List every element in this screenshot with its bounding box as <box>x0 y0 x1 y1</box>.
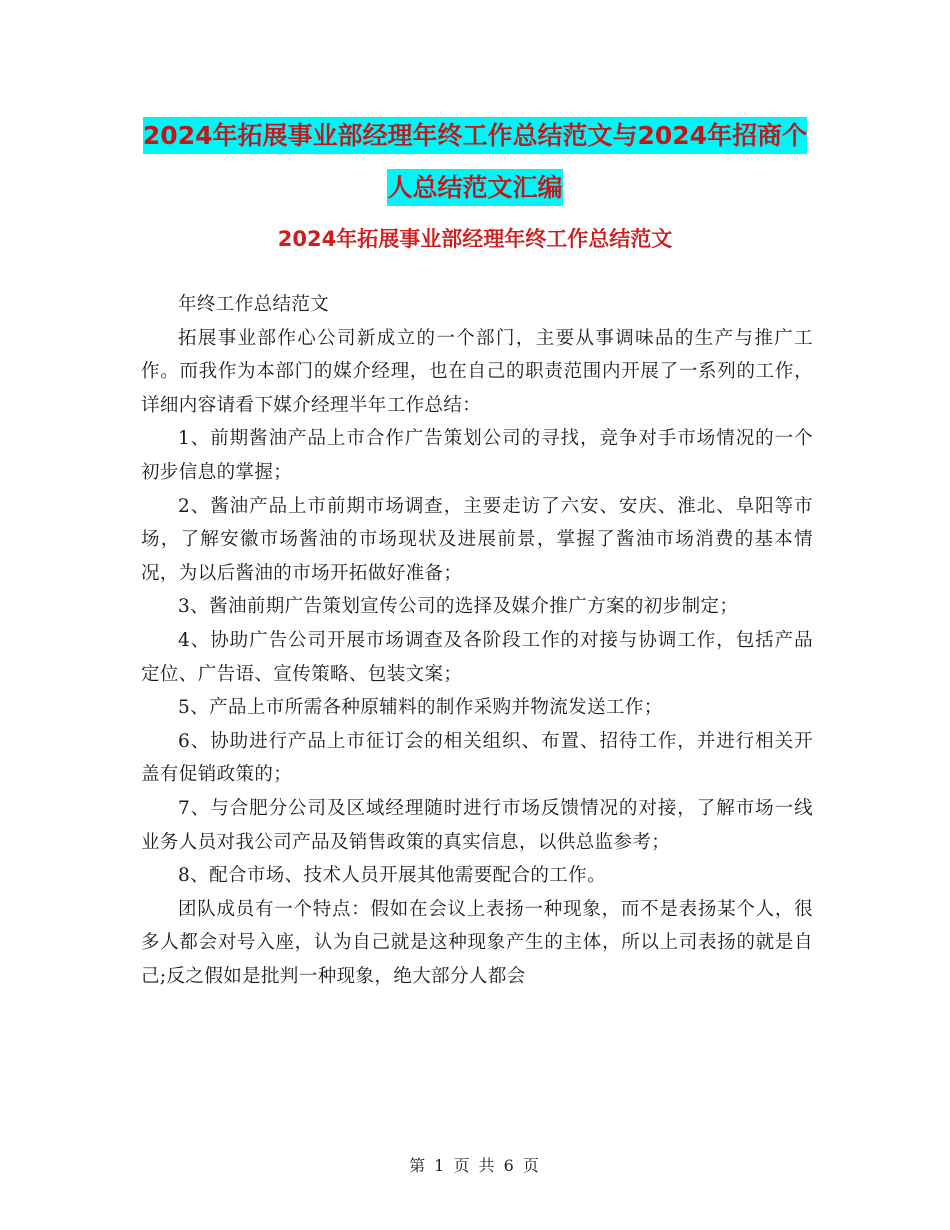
paragraph: 7、与合肥分公司及区域经理随时进行市场反馈情况的对接，了解市场一线业务人员对我公司产品及销售政策的真实信息，以供总监参考； <box>141 797 813 853</box>
document-title <box>140 110 810 214</box>
paragraph: 1、前期酱油产品上市合作广告策划公司的寻找，竞争对手市场情况的一个初步信息的掌握； <box>141 428 813 483</box>
paragraph: 拓展事业部作心公司新成立的一个部门，主要从事调味品的生产与推广工作。而我作为本部门的媒介经理，也在自己的职责范围内开展了一系列的工作，详细内容请看下媒介经理半年工作总结： <box>141 327 813 416</box>
paragraph: 6、协助进行产品上市征订会的相关组织、布置、招待工作，并进行相关开盖有促销政策的； <box>141 730 813 786</box>
document-body <box>141 288 813 993</box>
document-title-highlight: 2024年拓展事业部经理年终工作总结范文与2024年招商个人总结范文汇编 <box>143 117 807 206</box>
paragraph: 团队成员有一个特点：假如在会议上表扬一种现象，而不是表扬某个人，很多人都会对号入座，认为自己就是这种现象产生的主体，所以上司表扬的就是自己;反之假如是批判一种现象，绝大部分人都会 <box>141 898 813 987</box>
section-title: 2024年拓展事业部经理年终工作总结范文 <box>277 227 673 251</box>
page-footer: 第 1 页 共 6 页 <box>409 1156 541 1175</box>
paragraph: 5、产品上市所需各种原辅料的制作采购并物流发送工作； <box>178 697 663 719</box>
paragraph: 8、配合市场、技术人员开展其他需要配合的工作。 <box>178 865 606 887</box>
paragraph: 3、酱油前期广告策划宣传公司的选择及媒介推广方案的初步制定； <box>178 596 739 618</box>
paragraph: 4、协助广告公司开展市场调查及各阶段工作的对接与协调工作，包括产品定位、广告语、宣传策略、包装文案； <box>141 629 813 685</box>
paragraph: 2、酱油产品上市前期市场调查，主要走访了六安、安庆、淮北、阜阳等市场，了解安徽市场酱油的市场现状及进展前景，掌握了酱油市场消费的基本情况，为以后酱油的市场开拓做好准备； <box>141 495 813 584</box>
paragraph: 年终工作总结范文 <box>178 294 330 315</box>
